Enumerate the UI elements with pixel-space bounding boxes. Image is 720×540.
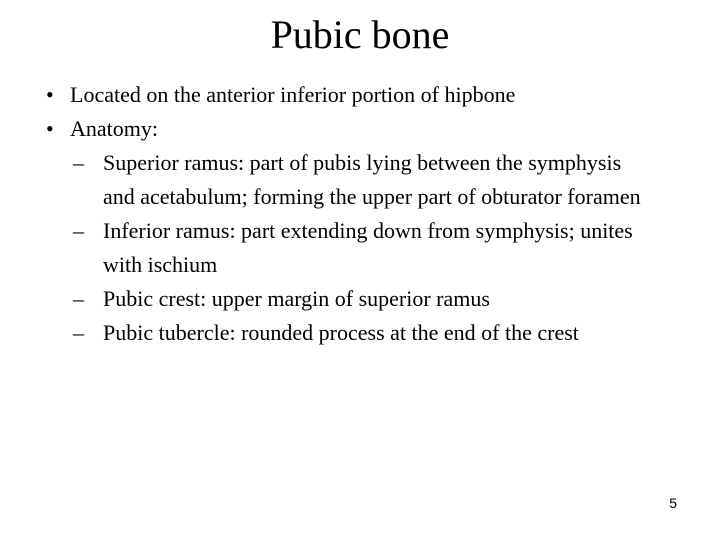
sub-bullet-pubic-tubercle bbox=[73, 316, 706, 350]
dash-marker: – bbox=[73, 286, 84, 311]
bullet-text: Anatomy: bbox=[70, 116, 158, 141]
page-number: 5 bbox=[669, 495, 677, 511]
sub-bullet-pubic-crest bbox=[73, 282, 706, 316]
bullet-text: Located on the anterior inferior portion of hipbone bbox=[70, 82, 516, 107]
dash-marker: – bbox=[73, 320, 84, 345]
dash-marker: – bbox=[73, 150, 84, 175]
dash-marker: – bbox=[73, 218, 84, 243]
sub-bullet-line: and acetabulum; forming the upper part of obturator foramen bbox=[103, 184, 641, 209]
slide-content bbox=[46, 78, 706, 350]
bullet-location bbox=[46, 78, 706, 112]
sub-bullet-line: Superior ramus: part of pubis lying between the symphysis bbox=[103, 150, 622, 175]
sub-bullet-line: Inferior ramus: part extending down from symphysis; unites bbox=[103, 218, 633, 243]
bullet-marker: • bbox=[46, 82, 54, 107]
sub-bullet-superior-ramus bbox=[73, 146, 706, 214]
sub-bullet-line: Pubic crest: upper margin of superior ramus bbox=[103, 286, 490, 311]
sub-bullet-line: Pubic tubercle: rounded process at the end of the crest bbox=[103, 320, 579, 345]
slide-title: Pubic bone bbox=[270, 12, 450, 57]
bullet-marker: • bbox=[46, 116, 54, 141]
sub-bullet-inferior-ramus bbox=[73, 214, 706, 282]
anatomy-sub-list bbox=[73, 146, 706, 350]
sub-bullet-line: with ischium bbox=[103, 252, 218, 277]
bullet-anatomy bbox=[46, 112, 706, 146]
